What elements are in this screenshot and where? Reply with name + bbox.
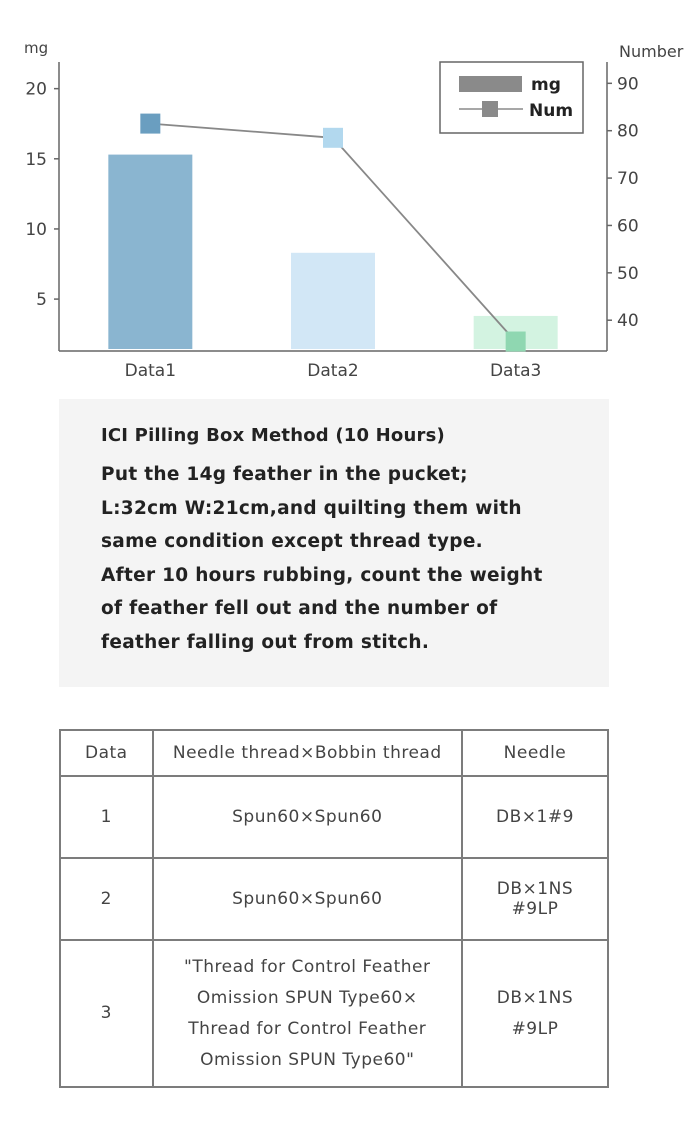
bars-group — [108, 155, 557, 349]
x-tick-label: Data1 — [124, 361, 177, 381]
left-tick-label: 15 — [25, 149, 47, 170]
legend-num-marker — [482, 101, 498, 117]
right-tick-label: 70 — [617, 169, 639, 190]
cell-needle-line: #9LP — [511, 899, 559, 919]
table-row — [60, 858, 608, 940]
combo-chart — [0, 0, 694, 390]
header-needle: Needle — [462, 730, 608, 776]
left-tick-label: 5 — [36, 290, 47, 311]
cell-needle-line: DB×1#9 — [496, 807, 574, 827]
header-data: Data — [60, 730, 153, 776]
left-tick-label: 10 — [25, 219, 47, 240]
method-line-5: of feather fell out and the number of — [101, 598, 498, 619]
bar-data1 — [108, 155, 192, 349]
right-tick-label: 60 — [617, 216, 639, 237]
method-line-3: same condition except thread type. — [101, 531, 483, 552]
table-header-row — [60, 730, 608, 776]
cell-thread-line: Spun60×Spun60 — [232, 889, 383, 909]
table-row — [60, 776, 608, 858]
cell-thread-line: Omission SPUN Type60" — [200, 1049, 415, 1070]
method-line-4: After 10 hours rubbing, count the weight — [101, 564, 543, 586]
cell-needle — [462, 776, 608, 858]
cell-needle — [462, 940, 608, 1087]
method-line-6: feather falling out from stitch. — [101, 631, 430, 653]
legend-mg-label: mg — [531, 75, 561, 95]
cell-data: 1 — [60, 776, 153, 858]
method-title: ICI Pilling Box Method (10 Hours) — [101, 425, 445, 446]
legend-box — [440, 62, 583, 133]
right-axis-label: Number — [619, 42, 684, 61]
cell-thread — [153, 858, 462, 940]
cell-thread-line: Spun60×Spun60 — [232, 807, 383, 827]
header-threads: Needle thread×Bobbin thread — [153, 730, 462, 776]
x-tick-label: Data3 — [489, 361, 542, 381]
cell-thread — [153, 776, 462, 858]
legend-mg-swatch — [459, 76, 522, 92]
method-info-panel — [59, 399, 609, 687]
bar-data2 — [291, 253, 375, 349]
cell-needle-line: DB×1NS — [496, 987, 574, 1008]
cell-needle — [462, 858, 608, 940]
left-tick-label: 20 — [25, 79, 47, 100]
conditions-table — [59, 729, 609, 1088]
legend-num-label: Num — [529, 101, 574, 121]
cell-needle-line: DB×1NS — [496, 879, 574, 899]
method-line-2: L:32cm W:21cm,and quilting them with — [101, 497, 522, 519]
num-point-data1 — [140, 114, 160, 134]
legend — [440, 62, 583, 133]
num-point-data2 — [323, 128, 343, 148]
num-point-data3 — [506, 332, 526, 352]
cell-data: 3 — [60, 940, 153, 1087]
right-tick-label: 50 — [617, 263, 639, 284]
cell-thread-line: Omission SPUN Type60× — [196, 987, 418, 1008]
table-row — [60, 940, 608, 1087]
right-tick-label: 80 — [617, 121, 639, 142]
cell-thread-line: "Thread for Control Feather — [184, 956, 431, 977]
cell-needle-line: #9LP — [511, 1018, 559, 1039]
cell-thread — [153, 940, 462, 1087]
method-line-1: Put the 14g feather in the pucket; — [101, 464, 468, 485]
right-tick-label: 40 — [617, 311, 639, 332]
cell-thread-line: Thread for Control Feather — [188, 1018, 427, 1039]
left-axis-label: mg — [24, 39, 49, 57]
right-tick-label: 90 — [617, 74, 639, 95]
x-tick-label: Data2 — [307, 361, 359, 381]
cell-data: 2 — [60, 858, 153, 940]
